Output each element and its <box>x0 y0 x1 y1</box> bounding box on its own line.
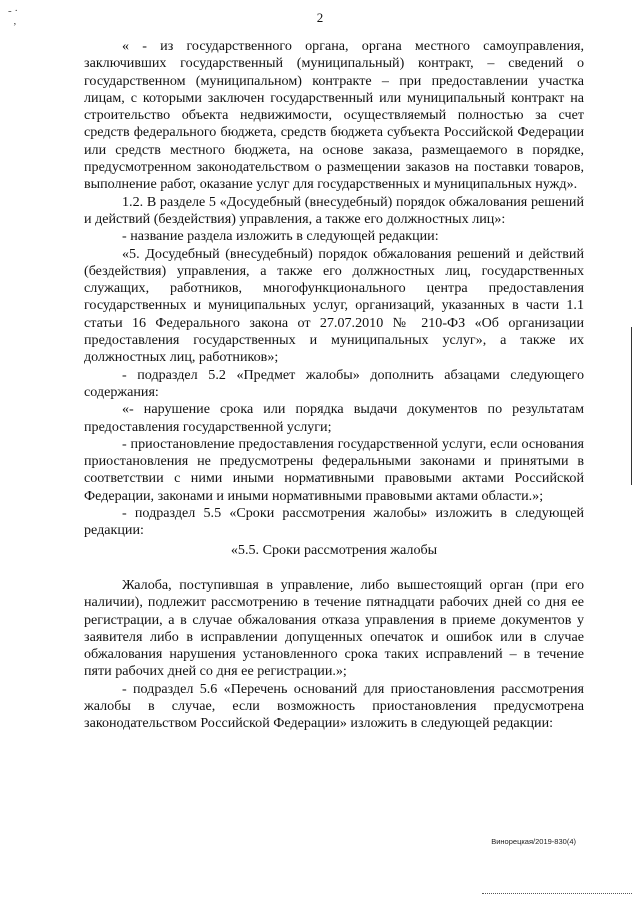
scan-marks: - · , <box>8 5 19 27</box>
paragraph-complaint-terms: Жалоба, поступившая в управление, либо вышестоящий орган (при его наличии), подлежит рассмотрению в течение пятнадцати рабочих дней со дня ее регистрации, а в случае обжалования отказа управления в приеме документов у заявителя либо в исправлении допущенных опечаток и ошибок или в случае обжалования нарушения установленного срока таких исправлений – в течение пяти рабочих дней со дня ее регистрации.»; <box>84 576 584 680</box>
heading-5-5: «5.5. Сроки рассмотрения жалобы <box>230 541 438 558</box>
margin-rule <box>631 327 632 485</box>
footer-code: Винорецкая/2019-830(4) <box>491 837 576 846</box>
page-number: 2 <box>316 10 324 25</box>
paragraph-subsection-5-2: - подраздел 5.2 «Предмет жалобы» дополнить абзацами следующего содержания: <box>84 366 584 400</box>
spacer <box>84 559 584 577</box>
document-body <box>84 38 584 733</box>
paragraph-violation-term: «- нарушение срока или порядка выдачи документов по результатам предоставления государственной услуги; <box>84 401 584 435</box>
paragraph-subsection-5-5: - подраздел 5.5 «Сроки рассмотрения жалобы» изложить в следующей редакции: <box>84 505 584 539</box>
bottom-rule <box>482 893 632 894</box>
paragraph-subsection-5-6: - подраздел 5.6 «Перечень оснований для приостановления рассмотрения жалобы в случае, если возможность приостановления предусмотрена законодательством Российской Федерации» изложить в следующей редакции: <box>84 680 584 732</box>
paragraph-info-request: « - из государственного органа, органа местного самоуправления, заключивших государственный (муниципальный) контракт, – сведений о государственном (муниципальном) контракте – при предоставлении участка лицам, с которыми заключен государственный или муниципальный контракт на строительство объекта недвижимости, осуществляемый полностью за счет средств федерального бюджета, средств бюджета субъекта Российской Федерации или средств местного бюджета, на основе заказа, размещаемого в порядке, предусмотренном законодательством о размещении заказов на поставки товаров, выполнение работ, оказание услуг для государственных и муниципальных нужд». <box>84 38 584 193</box>
paragraph-suspension: - приостановление предоставления государственной услуги, если основания приостановления не предусмотрены федеральными законами и принятыми в соответствии с ними иными нормативными правовыми актами Российской Федерации, законами и иными нормативными правовыми актами области.»; <box>84 435 584 504</box>
paragraph-section-5-title: «5. Досудебный (внесудебный) порядок обжалования решений и действий (бездействия) управления, а также его должностных лиц, государственных служащих, работников, многофункционального центра предоставления государственных и муниципальных услуг, организаций, указанных в части 1.1 статьи 16 Федерального закона от 27.07.2010 № 210-ФЗ «Об организации предоставления государственных и муниципальных услуг», а также их должностных лиц, работников»; <box>84 245 584 366</box>
paragraph-section-title-note: - название раздела изложить в следующей редакции: <box>122 228 439 245</box>
paragraph-section-5-change: 1.2. В разделе 5 «Досудебный (внесудебный) порядок обжалования решений и действий (бездействия) управления, а также его должностных лиц»: <box>84 193 584 227</box>
